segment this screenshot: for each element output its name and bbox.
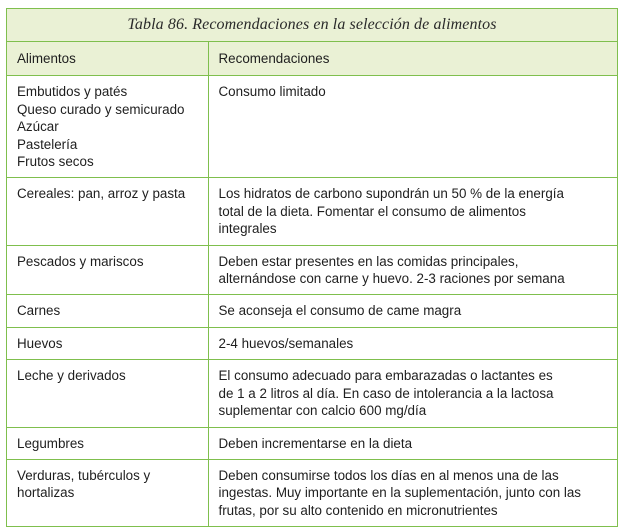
recommendation-line: ingestas. Muy importante en la suplementación, junto con las xyxy=(218,485,581,501)
food-line: Carnes xyxy=(17,303,61,319)
table-row xyxy=(7,327,617,359)
table-caption: Tabla 86. Recomendaciones en la selección de alimentos xyxy=(7,9,617,42)
recommendation-line: Deben incrementarse en la dieta xyxy=(218,435,413,451)
recommendation-line: de 1 a 2 litros al día. En caso de intolerancia a la lactosa xyxy=(218,385,554,401)
food-cell xyxy=(7,427,208,459)
food-line: Queso curado y semicurado xyxy=(17,101,185,117)
recommendation-cell xyxy=(208,459,617,526)
recommendation-cell xyxy=(208,327,617,359)
food-line: Huevos xyxy=(17,335,63,351)
food-line: Pescados y mariscos xyxy=(17,253,144,269)
recommendation-line: Los hidratos de carbono supondrán un 50 % de la energía xyxy=(218,186,564,202)
recommendation-cell xyxy=(208,360,617,427)
recommendation-line: El consumo adecuado para embarazadas o lactantes es xyxy=(218,368,553,384)
recommendation-cell xyxy=(208,245,617,295)
food-line: Legumbres xyxy=(17,435,84,451)
recommendation-line: frutas, por su alto contenido en micronutrientes xyxy=(218,502,498,518)
recommendation-line: 2-4 huevos/semanales xyxy=(218,335,354,351)
food-line: Leche y derivados xyxy=(17,368,126,384)
food-line: Verduras, tubérculos y xyxy=(17,467,151,483)
food-line: Pastelería xyxy=(17,136,78,152)
table-row xyxy=(7,360,617,427)
recommendation-line: integrales xyxy=(218,221,277,237)
recommendation-line: Deben consumirse todos los días en al menos una de las xyxy=(218,467,559,483)
food-line: Azúcar xyxy=(17,119,59,135)
food-cell xyxy=(7,295,208,327)
recommendation-line: Deben estar presentes en las comidas principales, xyxy=(218,253,519,269)
header-recomendaciones: Recomendaciones xyxy=(208,42,617,76)
food-cell xyxy=(7,327,208,359)
food-cell xyxy=(7,245,208,295)
food-line: Frutos secos xyxy=(17,154,94,170)
food-cell xyxy=(7,76,208,178)
food-cell xyxy=(7,459,208,526)
food-line: Cereales: pan, arroz y pasta xyxy=(17,186,186,202)
table-row xyxy=(7,178,617,245)
food-table xyxy=(7,42,617,526)
recommendation-cell xyxy=(208,76,617,178)
header-alimentos: Alimentos xyxy=(7,42,208,76)
table-row xyxy=(7,295,617,327)
food-line: Embutidos y patés xyxy=(17,84,128,100)
food-cell xyxy=(7,360,208,427)
food-line: hortalizas xyxy=(17,485,75,501)
recommendation-line: Consumo limitado xyxy=(218,84,326,100)
recommendations-table xyxy=(6,8,618,527)
table-row xyxy=(7,245,617,295)
table-row xyxy=(7,76,617,178)
recommendation-cell xyxy=(208,295,617,327)
recommendation-cell xyxy=(208,427,617,459)
recommendation-cell xyxy=(208,178,617,245)
header-row xyxy=(7,42,617,76)
food-cell xyxy=(7,178,208,245)
recommendation-line: alternándose con carne y huevo. 2-3 raciones por semana xyxy=(218,271,565,287)
recommendation-line: total de la dieta. Fomentar el consumo de alimentos xyxy=(218,203,526,219)
recommendation-line: Se aconseja el consumo de came magra xyxy=(218,303,462,319)
table-row xyxy=(7,459,617,526)
recommendation-line: suplementar con calcio 600 mg/día xyxy=(218,403,427,419)
table-row xyxy=(7,427,617,459)
